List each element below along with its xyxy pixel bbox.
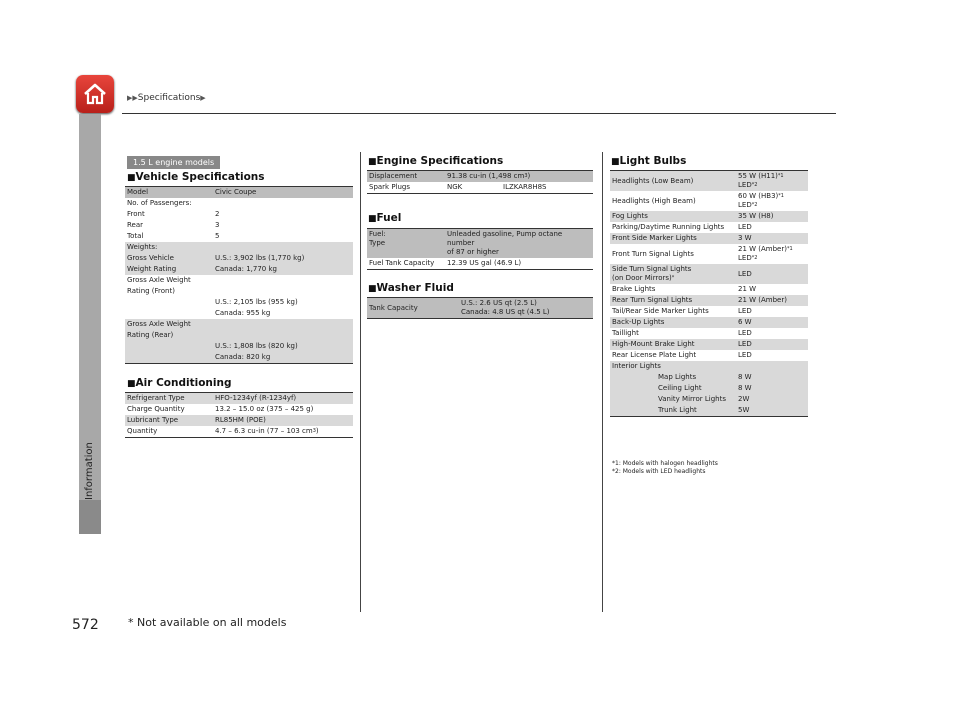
- home-button[interactable]: [76, 75, 114, 113]
- bulb-label: Ceiling Light: [610, 383, 736, 394]
- table-row: [125, 341, 353, 352]
- table-row: [610, 339, 808, 350]
- spark-plugs-brand: NGK: [447, 183, 463, 191]
- row-value: 4.7 – 6.3 cu-in (77 – 103 $cm^3$): [215, 427, 319, 435]
- section-title-lights: ■Light Bulbs: [611, 155, 687, 167]
- table-row: [125, 286, 353, 297]
- row-value: 5: [215, 232, 220, 240]
- row-label: No. of Passengers:: [127, 199, 192, 207]
- table-row: [610, 405, 808, 417]
- bulb-value: 21 W (Amber)$^{*1}$ LED$^{*2}$: [738, 245, 793, 262]
- table-row: [125, 352, 353, 364]
- row-value: [213, 319, 353, 330]
- bulb-value: 21 W (Amber): [736, 295, 808, 306]
- ac-table: [125, 392, 353, 438]
- displacement-label: Displacement: [367, 171, 445, 183]
- fuel-capacity-value: 12.39 US gal (46.9 L): [447, 259, 522, 267]
- engine-table: [367, 170, 593, 194]
- fuel-capacity-label: Fuel Tank Capacity: [369, 259, 435, 267]
- row-label: Rating (Front): [127, 287, 175, 295]
- note-2: *2: Models with LED headlights: [612, 468, 706, 475]
- row-label: Charge Quantity: [127, 405, 185, 413]
- bulb-label: Fog Lights: [610, 211, 736, 222]
- row-value: U.S.: 3,902 lbs (1,770 kg): [213, 253, 353, 264]
- table-row: [610, 284, 808, 295]
- fuel-type-label: Fuel: Type: [367, 229, 445, 259]
- row-value: Canada: 1,770 kg: [213, 264, 353, 275]
- row-label: Weight Rating: [125, 264, 213, 275]
- row-label: Gross Axle Weight: [125, 319, 213, 330]
- bulb-value: 3 W: [736, 233, 808, 244]
- row-label: Rear: [127, 221, 144, 229]
- bulb-value: 6 W: [736, 317, 808, 328]
- section-title-engine: ■Engine Specifications: [368, 155, 504, 167]
- table-row: [610, 328, 808, 339]
- row-label: Lubricant Type: [125, 415, 213, 426]
- table-row: [125, 415, 353, 426]
- table-row: [610, 211, 808, 222]
- bulb-value: LED: [736, 339, 808, 350]
- bulb-label: Back-Up Lights: [610, 317, 736, 328]
- engine-title: Engine Specifications: [376, 155, 504, 167]
- column-divider: [602, 152, 603, 612]
- lights-title: Light Bulbs: [619, 155, 687, 167]
- bulb-value: 8 W: [736, 383, 808, 394]
- table-row: [125, 319, 353, 330]
- bulb-value: LED: [736, 264, 808, 284]
- section-title-fuel: ■Fuel: [368, 212, 402, 224]
- vehicle-table: [125, 186, 353, 364]
- spark-plugs-label: Spark Plugs: [369, 183, 411, 191]
- table-row: [125, 209, 353, 220]
- light-notes: [612, 460, 718, 476]
- row-label: Front: [127, 210, 145, 218]
- row-value: U.S.: 1,808 lbs (820 kg): [213, 341, 353, 352]
- table-row: [610, 361, 808, 372]
- table-row: [610, 394, 808, 405]
- table-row: [610, 191, 808, 211]
- table-row: [610, 171, 808, 192]
- table-row: [125, 253, 353, 264]
- row-label: Model: [125, 187, 213, 199]
- washer-title: Washer Fluid: [376, 282, 454, 294]
- table-row: [610, 383, 808, 394]
- section-title-ac: ■Air Conditioning: [127, 377, 232, 389]
- table-row: [125, 220, 353, 231]
- bulb-label: Rear License Plate Light: [612, 351, 697, 359]
- row-label: Rating (Rear): [125, 330, 213, 341]
- row-label: [125, 341, 213, 352]
- row-value: 13.2 – 15.0 oz (375 – 425 g): [215, 405, 314, 413]
- bulb-label: Rear Turn Signal Lights: [610, 295, 736, 306]
- bulb-value: 21 W: [738, 285, 757, 293]
- lights-table: [610, 170, 808, 417]
- row-label: Refrigerant Type: [125, 393, 213, 405]
- bulb-value: 55 W $(H11)^{*1}$ LED$^{*2}$: [736, 171, 808, 192]
- bulb-label: Tail/Rear Side Marker Lights: [612, 307, 709, 315]
- page-number: 572: [72, 617, 99, 633]
- bulb-label: Side Turn Signal Lights (on Door Mirrors)*: [610, 264, 736, 284]
- bulb-label: Parking/Daytime Running Lights: [612, 223, 725, 231]
- row-value: HFO-1234yf (R-1234yf): [213, 393, 353, 405]
- vehicle-title: Vehicle Specifications: [135, 171, 265, 183]
- row-label: Gross Vehicle: [125, 253, 213, 264]
- table-row: [125, 198, 353, 209]
- bulb-value: LED: [738, 351, 752, 359]
- row-value: [213, 286, 353, 297]
- breadcrumb[interactable]: [127, 93, 206, 103]
- table-row: [125, 297, 353, 308]
- washer-table: [367, 297, 593, 319]
- breadcrumb-arrows: ▶▶: [127, 94, 138, 102]
- table-row: [610, 295, 808, 306]
- table-row: [125, 393, 353, 405]
- row-value: 2: [215, 210, 220, 218]
- page-footnote: * Not available on all models: [128, 616, 287, 629]
- table-row: [125, 275, 353, 286]
- row-value: [213, 330, 353, 341]
- fuel-type-value: Unleaded gasoline, Pump octane number of 87 or higher: [445, 229, 593, 259]
- table-row: [610, 222, 808, 233]
- washer-capacity-label: Tank Capacity: [367, 298, 459, 319]
- table-row: [125, 231, 353, 242]
- row-label: [125, 352, 213, 364]
- bulb-value: 5W: [736, 405, 808, 417]
- table-row: [610, 244, 808, 264]
- sidebar-label: Information: [84, 442, 95, 500]
- bulb-label: Map Lights: [610, 372, 736, 383]
- fuel-title: Fuel: [376, 212, 402, 224]
- bulb-value: 8 W: [736, 372, 808, 383]
- table-row: [610, 372, 808, 383]
- row-value: [213, 242, 353, 253]
- bulb-label: Vanity Mirror Lights: [610, 394, 736, 405]
- row-value: 3: [215, 221, 220, 229]
- washer-capacity-value: U.S.: 2.6 US qt (2.5 L) Canada: 4.8 US qt (4.5 L): [459, 298, 593, 319]
- ac-title: Air Conditioning: [135, 377, 232, 389]
- table-row: [125, 242, 353, 253]
- bulb-label: Taillight: [612, 329, 639, 337]
- bulb-label: Brake Lights: [612, 285, 656, 293]
- table-row: [610, 233, 808, 244]
- section-title-vehicle: ■Vehicle Specifications: [127, 171, 265, 183]
- table-row: [125, 308, 353, 319]
- row-value: [213, 198, 353, 209]
- home-icon: [82, 81, 108, 107]
- row-label: Total: [127, 232, 144, 240]
- breadcrumb-end-arrow: ▶: [200, 94, 206, 102]
- section-title-washer: ■Washer Fluid: [368, 282, 454, 294]
- row-label: [125, 308, 213, 319]
- row-label: [125, 297, 213, 308]
- row-value: Canada: 820 kg: [213, 352, 353, 364]
- bulb-value: 60 W $(HB3)^{*1}$ LED$^{*2}$: [738, 192, 784, 209]
- note-1: *1: Models with halogen headlights: [612, 460, 718, 467]
- breadcrumb-label[interactable]: Specifications: [137, 93, 201, 103]
- row-value: [213, 275, 353, 286]
- row-value: U.S.: 2,105 lbs (955 kg): [215, 298, 298, 306]
- table-row: [125, 404, 353, 415]
- bulb-value: LED: [738, 307, 752, 315]
- column-divider: [360, 152, 361, 612]
- table-row: [125, 426, 353, 438]
- engine-badge: 1.5 L engine models: [127, 156, 220, 169]
- fuel-table: [367, 228, 593, 270]
- bulb-label: Front Turn Signal Lights: [612, 249, 694, 258]
- row-value: Civic Coupe: [213, 187, 353, 199]
- bulb-label: High-Mount Brake Light: [610, 339, 736, 350]
- header-rule: [122, 113, 836, 114]
- row-label: Quantity: [127, 427, 158, 435]
- bulb-value: LED: [738, 223, 752, 231]
- table-row: [610, 264, 808, 284]
- row-value: Canada: 955 kg: [215, 309, 271, 317]
- row-label: Weights:: [125, 242, 213, 253]
- bulb-label: Headlights (Low Beam): [610, 171, 736, 192]
- sidebar-label-wrap: [84, 120, 96, 510]
- bulb-value: 35 W (H8): [736, 211, 808, 222]
- table-row: [610, 306, 808, 317]
- table-row: [125, 264, 353, 275]
- table-row: [610, 317, 808, 328]
- interior-lights-label: Interior Lights: [610, 361, 808, 372]
- spark-plugs-value: ILZKAR8H8S: [503, 183, 547, 191]
- row-value: RL85HM (POE): [213, 415, 353, 426]
- row-label: Gross Axle Weight: [127, 276, 191, 284]
- displacement-value: 91.38 cu-in (1,498 $cm^3$): [445, 171, 593, 183]
- bulb-value: LED: [738, 329, 752, 337]
- bulb-label: Headlights (High Beam): [612, 196, 696, 205]
- table-row: [125, 330, 353, 341]
- bulb-label: Front Side Marker Lights: [610, 233, 736, 244]
- bulb-label: Trunk Light: [610, 405, 736, 417]
- bulb-value: 2W: [736, 394, 808, 405]
- table-row: [125, 187, 353, 199]
- table-row: [610, 350, 808, 361]
